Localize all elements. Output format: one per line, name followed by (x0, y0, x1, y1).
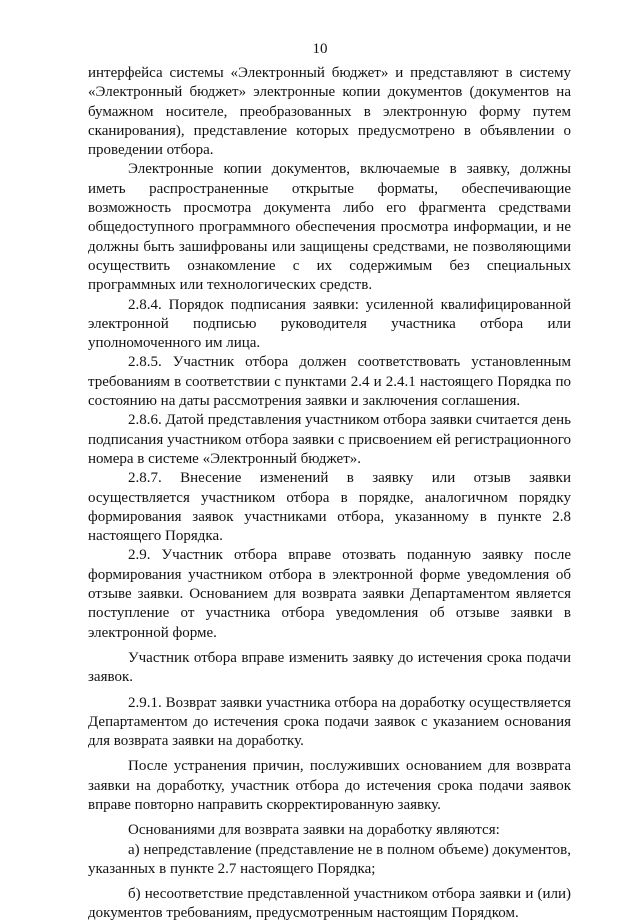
paragraph-2-9: 2.9. Участник отбора вправе отозвать поданную заявку после формирования участником отбора в электронной форме уведомления об отзыве заявки. Основанием для возврата заявки Департаментом является поступление от участника отбора уведомления об отзыве заявки в электронной форме. (88, 547, 571, 641)
paragraph-after-elimination: После устранения причин, послуживших основанием для возврата заявки на доработку, участник отбора до истечения срока подачи заявок вправе повторно направить скорректированную заявку. (88, 758, 571, 813)
paragraph-grounds-intro: Основаниями для возврата заявки на доработку являются: (128, 822, 500, 839)
paragraph-2-9-1: 2.9.1. Возврат заявки участника отбора на доработку осуществляется Департаментом до истечения срока подачи заявок с указанием основания для возврата заявки на доработку. (88, 694, 571, 750)
paragraph-continuation: интерфейса системы «Электронный бюджет» и представляют в систему «Электронный бюджет» электронные копии документов (документов на бумажном носителе, преобразованных в электронную форму путем сканирования), представление которых предусмотрено в объявлении о проведении отбора. (88, 65, 571, 159)
paragraph-electronic-copies: Электронные копии документов, включаемые в заявку, должны иметь распространенные открытые форматы, обеспечивающие возможность просмотра документа либо его фрагмента средствами общедоступного программного обеспечения просмотра информации, и не должны быть зашифрованы или защищены средствами, не позволяющими осуществить ознакомление с их содержимым без специальных программных или технологических средств. (88, 161, 571, 294)
paragraph-ground-b: б) несоответствие представленной участником отбора заявки и (или) документов требованиям, предусмотренным настоящим Порядком. (88, 886, 571, 922)
paragraph-change-application: Участник отбора вправе изменить заявку до истечения срока подачи заявок. (88, 649, 571, 686)
paragraph-2-8-6: 2.8.6. Датой представления участником отбора заявки считается день подписания участником отбора заявки с присвоением ей регистрационного номера в системе «Электронный бюджет». (88, 412, 571, 467)
paragraph-2-8-5: 2.8.5. Участник отбора должен соответствовать установленным требованиям в соответствии с пунктами 2.4 и 2.4.1 настоящего Порядка по состоянию на даты рассмотрения заявки и заключения соглашения. (88, 354, 571, 410)
paragraph-ground-a: а) непредставление (представление не в полном объеме) документов, указанных в пункте 2.7 настоящего Порядка; (88, 841, 571, 877)
document-body (88, 64, 571, 924)
page-number: 10 (312, 41, 328, 57)
paragraph-2-8-7: 2.8.7. Внесение изменений в заявку или отзыв заявки осуществляется участником отбора в порядке, аналогичном порядку формирования заявок участниками отбора, указанному в пункте 2.8 настоящего Порядка. (88, 470, 571, 545)
paragraph-2-8-4: 2.8.4. Порядок подписания заявки: усиленной квалифицированной электронной подписью руководителя участника отбора или уполномоченного им лица. (88, 296, 571, 352)
